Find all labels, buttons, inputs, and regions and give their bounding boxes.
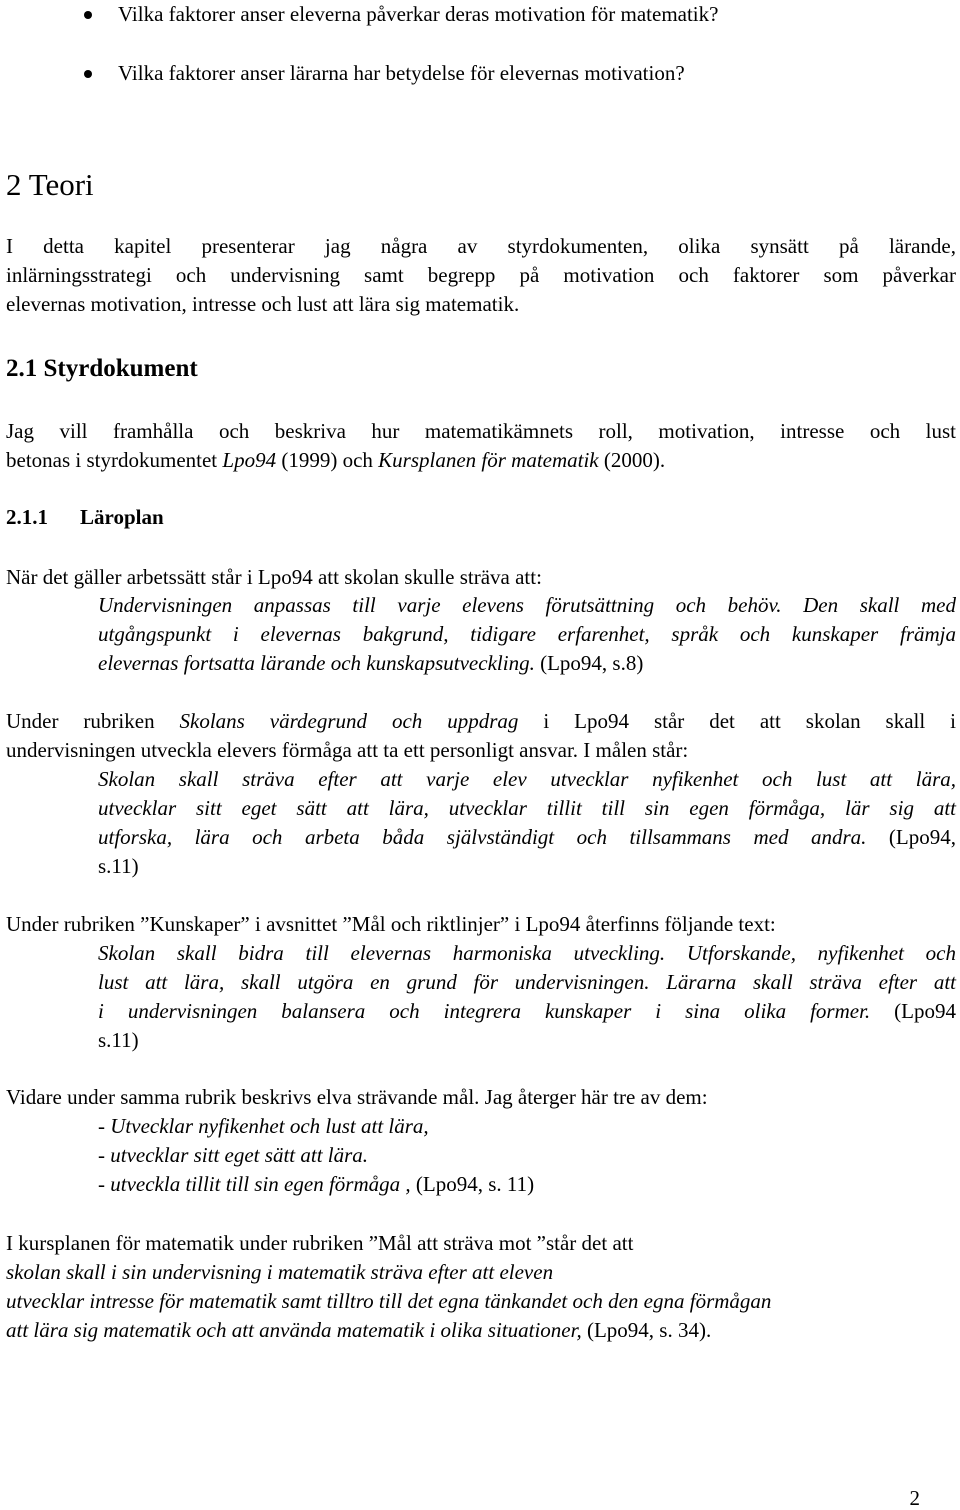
subsection-heading: 2.1 Styrdokument — [6, 355, 198, 382]
rubrik-kunskaper-paragraph: Under rubriken ”Kunskaper” i avsnittet ”Mål och riktlinjer” i Lpo94 återfinns följande text: — [6, 912, 776, 936]
subsubsection-heading: 2.1.1 Läroplan — [6, 505, 164, 529]
list-item — [60, 59, 940, 88]
quote-lpo94-s11-b: Skolan skall bidra till elevernas harmoniska utveckling. Utforskande, nyfikenhet och lust att lära, skall utgöra en grund för undervisningen. Lärarna skall sträva efter att i undervisningen balansera och integrera kunskaper i sina olika former. (Lpo94 s.11) — [98, 941, 957, 1052]
quote-lpo94-s8: Undervisningen anpassas till varje elevens förutsättning och behöv. Den skall med utgångspunkt i elevernas bakgrund, tidigare erfarenhet, språk och kunskaper främja elevernas fortsatta lärande och kunskapsutveckling. (Lpo94, s.8) — [98, 593, 956, 675]
quote-lpo94-s11-a: Skolan skall sträva efter att varje elev utvecklar nyfikenhet och lust att lära, utvecklar sitt eget sätt att lära, utvecklar tillit till sin egen förmåga, lär sig att utforska, lära och arbeta båda självständigt och tillsammans med andra. (Lpo94, s.11) — [98, 767, 956, 878]
teori-paragraph: I detta kapitel presenterar jag några av styrdokumenten, olika synsätt på lärande, inlärningsstrategi och undervisning samt begrepp på motivation och faktorer som påverkar elevernas motivation, intresse och lust att lära sig matematik. — [6, 234, 956, 316]
styrdokument-paragraph: Jag vill framhålla och beskriva hur matematikämnets roll, motivation, intresse och lust betonas i styrdokumentet Lpo94 (1999) och Kursplanen för matematik (2000). — [6, 419, 956, 472]
goal-item: - utvecklar sitt eget sätt att lära. — [98, 1143, 369, 1167]
list-item-text: Vilka faktorer anser lärarna har betydelse för elevernas motivation? — [118, 61, 685, 85]
section-heading: 2 Teori — [6, 167, 94, 202]
kursplan-paragraph: I kursplanen för matematik under rubriken ”Mål att sträva mot ”står det att skolan skall i sin undervisning i matematik sträva efter att eleven utvecklar intresse för matematik samt tilltro till det egna tänkandet och den egna förmågan att lära sig matematik och att använda matematik i olika situationer, (Lpo94, s. 34). — [6, 1231, 772, 1342]
rubrik-vardegrund-paragraph: Under rubriken Skolans värdegrund och uppdrag i Lpo94 står det att skolan skall i undervisningen utveckla elevers förmåga att ta ett personligt ansvar. I målen står: — [6, 709, 956, 762]
research-questions-list — [60, 0, 940, 88]
bullet-icon — [84, 70, 92, 78]
goal-item: - utveckla tillit till sin egen förmåga , (Lpo94, s. 11) — [98, 1172, 535, 1196]
laroplan-intro: När det gäller arbetssätt står i Lpo94 att skolan skulle sträva att: — [6, 565, 542, 589]
list-item-text: Vilka faktorer anser eleverna påverkar deras motivation för matematik? — [118, 2, 719, 26]
goal-item: - Utvecklar nyfikenhet och lust att lära, — [98, 1114, 429, 1138]
goals-list — [98, 1112, 956, 1199]
page-number: 2 — [909, 1486, 920, 1510]
list-item — [60, 0, 940, 29]
vidare-paragraph: Vidare under samma rubrik beskrivs elva strävande mål. Jag återger här tre av dem: — [6, 1085, 708, 1109]
bullet-icon — [84, 11, 92, 19]
